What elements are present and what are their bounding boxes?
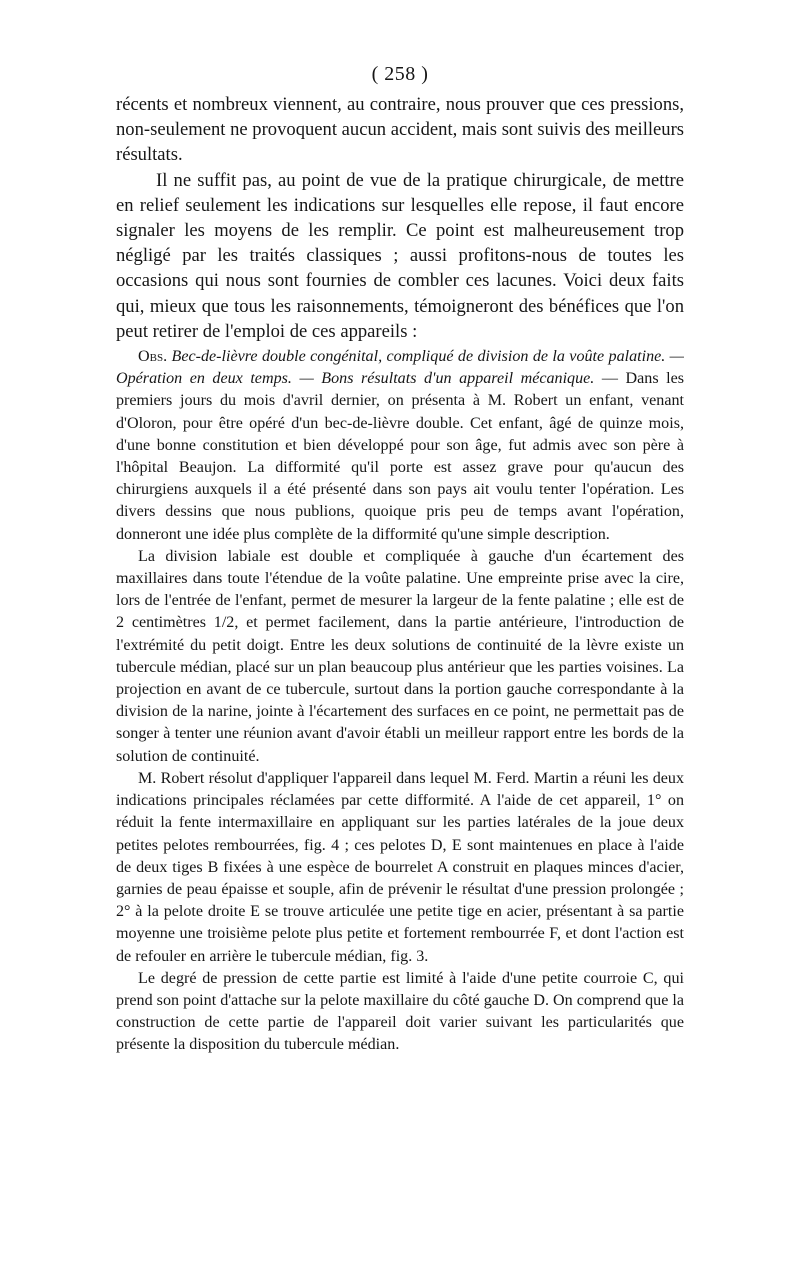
observation-paragraph: M. Robert résolut d'appliquer l'appareil dans lequel M. Ferd. Martin a réuni les deux indications principales réclamées par cette difformité. A l'aide de cet appareil, 1° on réduit la fente intermaxillaire en appliquant sur les parties latérales de la joue deux petites pelotes rembourrées, fig. 4 ; ces pelotes D, E sont maintenues en place à l'aide de deux tiges B fixées à une espèce de bourrelet A construit en plaques minces d'acier, garnies de peau épaisse et souple, afin de prévenir le résultat d'une pression prolongée ; 2° à la pelote droite E se trouve articulée une petite tige en acier, présentant à sa partie moyenne une troisième pelote plus petite et fortement rembourrée F, et dont l'action est de refouler en arrière le tubercule médian, fig. 3.	[116, 769, 684, 965]
continuation-paragraph: récents et nombreux viennent, au contraire, nous prouver que ces pressions, non-seulement ne provoquent aucun accident, mais sont suivis des meilleurs résultats.	[116, 94, 685, 166]
observation-title: Bec-de-lièvre double congénital, compliqué de division de la voûte palatine. — Opération en deux temps. — Bons résultats d'un appareil mécanique.	[116, 348, 684, 388]
observation-label: Obs.	[138, 348, 168, 366]
observation-intro	[116, 346, 684, 546]
observation-paragraph: Le degré de pression de cette partie est limité à l'aide d'une petite courroie C, qui prend son point d'attache sur la pelote maxillaire du côté gauche D. On comprend que la construction de cette partie de l'appareil doit varier suivant les particularités que présente la disposition du tubercule médian.	[116, 969, 684, 1054]
page-number: ( 258 )	[371, 63, 429, 85]
main-text	[116, 92, 684, 344]
observation-lead: — Dans les premiers jours du mois d'avril dernier, on présenta à M. Robert un enfant, venant d'Oloron, pour être opéré d'un bec-de-lièvre double. Cet enfant, âgé de quinze mois, d'une bonne constitution et bien développé pour son âge, fut admis avec son père à l'hôpital Beaujon. La difformité qu'il porte est assez grave pour qu'aucun des chirurgiens auxquels il a été présenté dans son pays ait voulu tenter l'opération. Les divers dessins que nous publions, quoique pris peu de temps avant l'opération, donneront une idée plus complète de la difformité qu'une simple description.	[116, 370, 684, 543]
book-page	[116, 60, 684, 1057]
body-paragraph: Il ne suffit pas, au point de vue de la pratique chirurgicale, de mettre en relief seulement les indications sur lesquelles elle repose, il faut encore signaler les moyens de les remplir. Ce point est malheureusement trop négligé par les traités classiques ; aussi profitons-nous de toutes les occasions qui nous sont fournies de combler ces lacunes. Voici deux faits qui, mieux que tous les raisonnements, témoigneront des bénéfices que l'on peut retirer de l'emploi de ces appareils :	[116, 169, 684, 342]
observation-block	[116, 346, 684, 1057]
observation-paragraph: La division labiale est double et compliquée à gauche d'un écartement des maxillaires dans toute l'étendue de la voûte palatine. Une empreinte prise avec la cire, lors de l'entrée de l'enfant, permet de mesurer la largeur de la fente palatine ; elle est de 2 centimètres 1/2, et permet facilement, dans la partie antérieure, l'introduction de l'extrémité du petit doigt. Entre les deux solutions de continuité de la lèvre existe un tubercule médian, placé sur un plan beaucoup plus antérieur que les parties voisines. La projection en avant de ce tubercule, surtout dans la portion gauche correspondante à la division de la narine, jointe à l'écartement des surfaces en ce point, ne permettait pas de songer à tenter une réunion avant d'avoir établi un meilleur rapport entre les bords de la solution de continuité.	[116, 547, 684, 765]
